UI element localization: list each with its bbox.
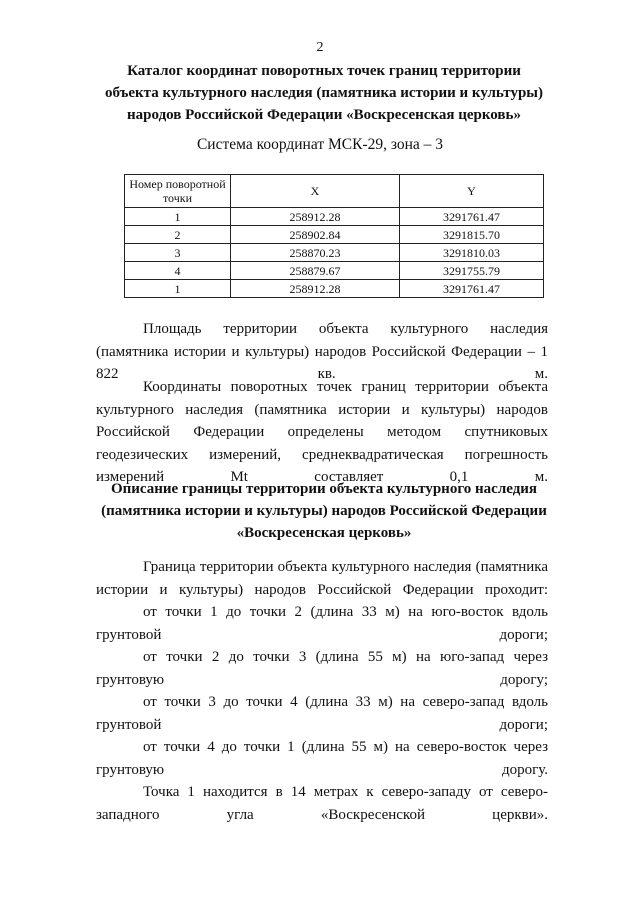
cell-x: 258879.67 xyxy=(231,262,400,280)
cell-x: 258902.84 xyxy=(231,226,400,244)
page-number: 2 xyxy=(316,40,324,55)
boundary-step: от точки 2 до точки 3 (длина 55 м) на юго-запад через грунтовую дорогу; xyxy=(96,649,548,688)
description-title-line: (памятника истории и культуры) народов Российской Федерации xyxy=(101,503,547,519)
cell-y: 3291755.79 xyxy=(400,262,544,280)
cell-x: 258912.28 xyxy=(231,208,400,226)
header-point-number: Номер поворотной точки xyxy=(125,175,231,208)
table-header-row xyxy=(125,175,544,208)
point-location-paragraph: Точка 1 находится в 14 метрах к северо-западу от северо-западного угла «Воскресенской церкви». xyxy=(96,784,548,823)
cell-x: 258912.28 xyxy=(231,280,400,298)
table-row xyxy=(125,226,544,244)
boundary-step: от точки 4 до точки 1 (длина 55 м) на северо-восток через грунтовую дорогу. xyxy=(96,739,548,778)
description-title-line: «Воскресенская церковь» xyxy=(236,525,412,541)
cell-point: 2 xyxy=(125,226,231,244)
cell-point: 3 xyxy=(125,244,231,262)
cell-point: 1 xyxy=(125,280,231,298)
cell-point: 1 xyxy=(125,208,231,226)
cell-y: 3291810.03 xyxy=(400,244,544,262)
cell-point: 4 xyxy=(125,262,231,280)
coordinates-table xyxy=(124,174,544,298)
area-paragraph: Площадь территории объекта культурного наследия (памятника истории и культуры) народов Российской Федерации – 1 822 кв. м. xyxy=(96,321,548,382)
header-x: X xyxy=(231,175,400,208)
coordinate-system-label: Система координат МСК-29, зона – 3 xyxy=(196,136,444,153)
description-title xyxy=(96,478,552,544)
catalog-title-line: Каталог координат поворотных точек границ территории xyxy=(127,63,521,79)
catalog-title-line: объекта культурного наследия (памятника истории и культуры) xyxy=(104,85,543,101)
table-row xyxy=(125,280,544,298)
table-row xyxy=(125,208,544,226)
cell-y: 3291815.70 xyxy=(400,226,544,244)
table-row xyxy=(125,262,544,280)
cell-x: 258870.23 xyxy=(231,244,400,262)
header-y: Y xyxy=(400,175,544,208)
catalog-title-line: народов Российской Федерации «Воскресенская церковь» xyxy=(127,107,521,123)
catalog-title xyxy=(96,60,552,126)
table-row xyxy=(125,244,544,262)
boundary-intro: Граница территории объекта культурного наследия (памятника истории и культуры) народов Российской Федерации проходит: xyxy=(96,559,548,598)
boundary-step: от точки 3 до точки 4 (длина 33 м) на северо-запад вдоль грунтовой дороги; xyxy=(96,694,548,733)
method-paragraph: Координаты поворотных точек границ территории объекта культурного наследия (памятника истории и культуры) народов Российской Федерации определены методом спутниковых геодезических измерений, среднеквадратическая погрешность измерений Mt составляет 0,1 м. xyxy=(96,379,548,485)
boundary-step: от точки 1 до точки 2 (длина 33 м) на юго-восток вдоль грунтовой дороги; xyxy=(96,604,548,643)
cell-y: 3291761.47 xyxy=(400,280,544,298)
cell-y: 3291761.47 xyxy=(400,208,544,226)
description-title-line: Описание границы территории объекта культурного наследия xyxy=(110,481,538,497)
